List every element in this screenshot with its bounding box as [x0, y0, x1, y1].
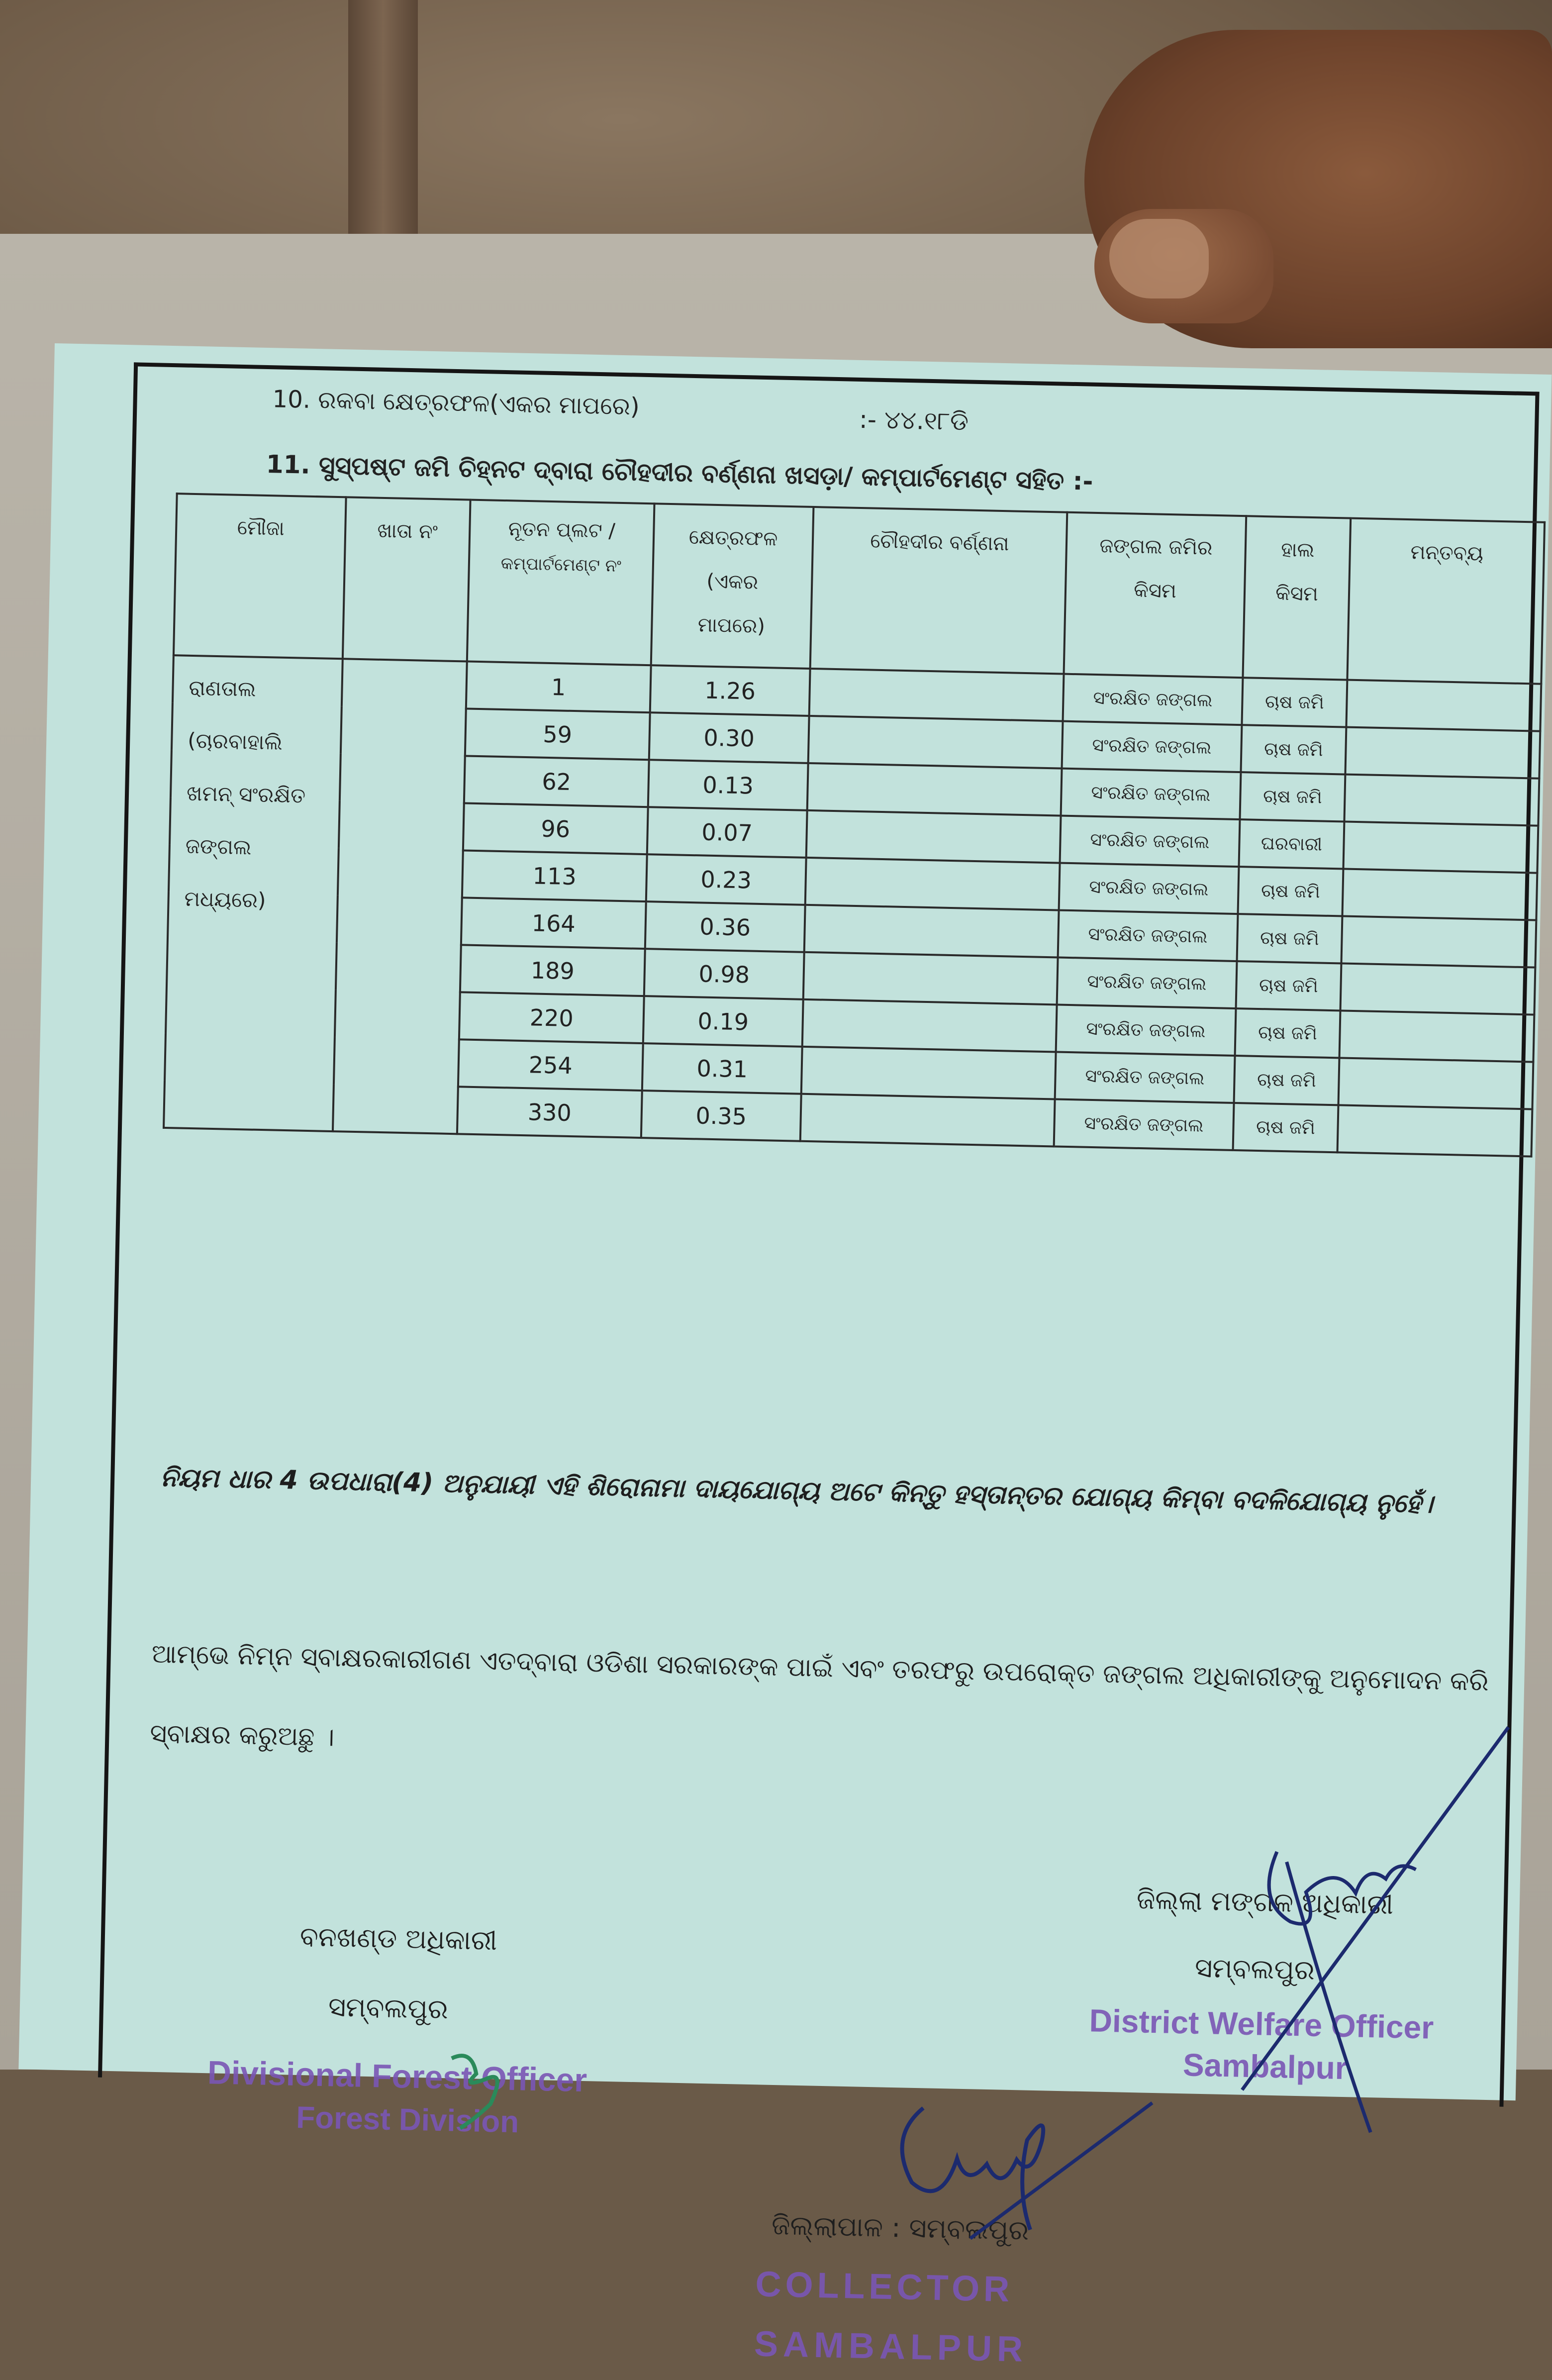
forest-type-cell: ସଂରକ୍ଷିତ ଜଙ୍ଗଲ: [1058, 910, 1238, 962]
current-type-cell: ଘରବାରୀ: [1239, 819, 1344, 869]
area-cell: 0.19: [643, 996, 803, 1047]
boundary-cell: [805, 858, 1060, 910]
dwo-stamp-line1: District Welfare Officer: [1089, 2002, 1434, 2046]
area-cell: 0.31: [642, 1043, 802, 1094]
area-cell: 0.07: [647, 807, 807, 858]
boundary-cell: [807, 763, 1062, 816]
forest-type-cell: ସଂରକ୍ଷିତ ଜଙ୍ଗଲ: [1062, 721, 1242, 773]
header-area: କ୍ଷେତ୍ରଫଳ (ଏକର ମାପରେ): [651, 503, 814, 669]
area-cell: 0.13: [648, 760, 808, 810]
plot-cell: 59: [465, 708, 650, 760]
plot-cell: 189: [460, 945, 645, 996]
plot-cell: 330: [457, 1087, 642, 1138]
remarks-cell: [1346, 680, 1541, 731]
remarks-cell: [1338, 1058, 1533, 1109]
current-type-cell: ଚାଷ ଜମି: [1241, 725, 1346, 774]
header-mouza: ମୌଜା: [174, 494, 346, 659]
dwo-place: ସମ୍ବଲପୁର: [1194, 1952, 1315, 1986]
boundary-cell: [809, 669, 1064, 721]
forest-type-cell: ସଂରକ୍ଷିତ ଜଙ୍ଗଲ: [1056, 1004, 1236, 1056]
current-type-cell: ଚାଷ ଜମି: [1240, 772, 1345, 821]
current-type-cell: ଚାଷ ଜମି: [1234, 1056, 1340, 1105]
rule-note: ନିୟମ ଧାର 4 ଉପଧାରା(4) ଅନୁଯାୟୀ ଏହି ଶିରୋନାମା ଦାୟଯୋଗ୍ୟ ଅଟେ କିନ୍ତୁ ହସ୍ତାନ୍ତର ଯୋଗ୍ୟ କିମ୍ବା ବଦଳିଯୋଗ୍ୟ ନୁହେଁ।: [160, 1462, 1434, 1519]
khata-cell: [333, 659, 467, 1134]
plot-cell: 62: [464, 756, 649, 807]
plot-cell: 220: [459, 992, 644, 1043]
current-type-cell: ଚାଷ ଜମି: [1233, 1103, 1339, 1152]
area-cell: 0.35: [641, 1091, 801, 1141]
item-10-value: :- ୪୪.୧୮ଡି: [859, 404, 969, 436]
area-cell: 0.23: [646, 854, 806, 905]
item-10-label: 10. ରକବା କ୍ଷେତ୍ରଫଳ(ଏକର ମାପରେ): [272, 385, 640, 421]
header-boundary: ଚୌହଦୀର ବର୍ଣ୍ଣନା: [810, 507, 1067, 674]
boundary-cell: [806, 810, 1061, 863]
remarks-cell: [1344, 775, 1539, 826]
area-cell: 1.26: [650, 665, 810, 716]
boundary-cell: [800, 1094, 1055, 1147]
table-header-row: [174, 494, 1545, 684]
dfo-stamp-line2: Forest Division: [295, 2100, 519, 2140]
collector-signature: [880, 2078, 1163, 2263]
plot-cell: 113: [462, 850, 647, 901]
dwo-title: ଜିଲ୍ଲା ମଙ୍ଗଳ ଅଧିକାରୀ: [1136, 1884, 1394, 1921]
thumbnail: [1109, 219, 1209, 298]
collector-stamp-line1: COLLECTOR: [755, 2264, 1014, 2310]
dfo-place: ସମ୍ବଲପୁର: [328, 1991, 449, 2025]
boundary-cell: [801, 1047, 1056, 1099]
header-forest-type: ଜଙ୍ଗଲ ଜମିର କିସମ: [1064, 512, 1247, 678]
dwo-stamp-line2: Sambalpur: [1182, 2047, 1348, 2086]
land-table: [163, 493, 1546, 1157]
current-type-cell: ଚାଷ ଜମି: [1238, 867, 1343, 916]
header-remarks: ମନ୍ତବ୍ୟ: [1347, 518, 1545, 684]
area-cell: 0.98: [644, 949, 804, 999]
dfo-signature: [430, 2043, 521, 2145]
current-type-cell: ଚାଷ ଜମି: [1242, 678, 1347, 727]
boundary-cell: [804, 905, 1059, 958]
remarks-cell: [1341, 916, 1536, 967]
boundary-cell: [803, 952, 1058, 1005]
remarks-cell: [1338, 1105, 1533, 1156]
plot-cell: 164: [461, 897, 646, 949]
remarks-cell: [1342, 869, 1537, 920]
forest-type-cell: ସଂରକ୍ଷିତ ଜଙ୍ଗଲ: [1057, 958, 1237, 1009]
plot-cell: 254: [458, 1039, 643, 1091]
dwo-signature: [1201, 1711, 1529, 2165]
forest-type-cell: ସଂରକ୍ଷିତ ଜଙ୍ଗଲ: [1063, 674, 1243, 725]
item-11-label: 11. ସୁସ୍ପଷ୍ଟ ଜମି ଚିହ୍ନଟ ଦ୍ବାରା ଚୌହଦୀର ବର୍ଣ୍ଣନା ଖସଡ଼ା/ କମ୍ପାର୍ଟମେଣ୍ଟ ସହିତ :-: [266, 449, 1093, 496]
collector-stamp-line2: SAMBALPUR: [754, 2324, 1028, 2370]
plot-cell: 1: [466, 661, 651, 712]
header-khata: ଖାତା ନଂ: [343, 497, 471, 661]
boundary-cell: [808, 716, 1063, 769]
current-type-cell: ଚାଷ ଜମି: [1235, 1008, 1341, 1058]
forest-type-cell: ସଂରକ୍ଷିତ ଜଙ୍ଗଲ: [1060, 816, 1240, 867]
header-current-type: ହାଲ କିସମ: [1243, 516, 1351, 680]
area-cell: 0.30: [649, 712, 809, 763]
document-page: [18, 343, 1552, 2370]
remarks-cell: [1343, 822, 1538, 873]
remarks-cell: [1340, 963, 1535, 1014]
plot-cell: 96: [463, 803, 648, 854]
dfo-stamp-line1: Divisional Forest Officer: [207, 2054, 587, 2099]
declaration-text: ଆମ୍ଭେ ନିମ୍ନ ସ୍ବାକ୍ଷରକାରୀଗଣ ଏତଦ୍ବାରା ଓଡିଶା ସରକାରଙ୍କ ପାଇଁ ଏବଂ ତରଫରୁ ଉପରୋକ୍ତ ଜଙ୍ଗଲ ଅଧିକାରୀଙ୍କୁ ଅନୁମୋଦନ କରି ସ୍ବାକ୍ଷର କରୁଅଛୁ ।: [149, 1639, 1489, 1753]
collector-title: ଜିଲ୍ଲାପାଳ : ସମ୍ବଲପୁର: [771, 2209, 1029, 2246]
forest-type-cell: ସଂରକ୍ଷିତ ଜଙ୍ଗଲ: [1054, 1099, 1234, 1150]
dfo-title: ବନଖଣ୍ଡ ଅଧିକାରୀ: [299, 1921, 498, 1957]
forest-type-cell: ସଂରକ୍ଷିତ ଜଙ୍ଗଲ: [1055, 1052, 1235, 1103]
header-plot: ନୂତନ ପ୍ଲଟ / କମ୍ପାର୍ଟମେଣ୍ଟ ନଂ: [467, 500, 655, 666]
mouza-cell: ରାଣତାଲ (ଚାରବାହାଲି ଖମନ୍ ସଂରକ୍ଷିତ ଜଙ୍ଗଲ ମଧ୍ୟରେ): [164, 655, 343, 1131]
current-type-cell: ଚାଷ ଜମି: [1236, 961, 1342, 1010]
remarks-cell: [1339, 1010, 1534, 1062]
current-type-cell: ଚାଷ ଜମି: [1237, 914, 1343, 963]
forest-type-cell: ସଂରକ୍ଷିତ ଜଙ୍ଗଲ: [1059, 863, 1239, 914]
area-cell: 0.36: [645, 901, 805, 952]
boundary-cell: [802, 999, 1057, 1052]
remarks-cell: [1345, 727, 1540, 779]
forest-type-cell: ସଂରକ୍ଷିତ ଜଙ୍ଗଲ: [1061, 769, 1241, 820]
